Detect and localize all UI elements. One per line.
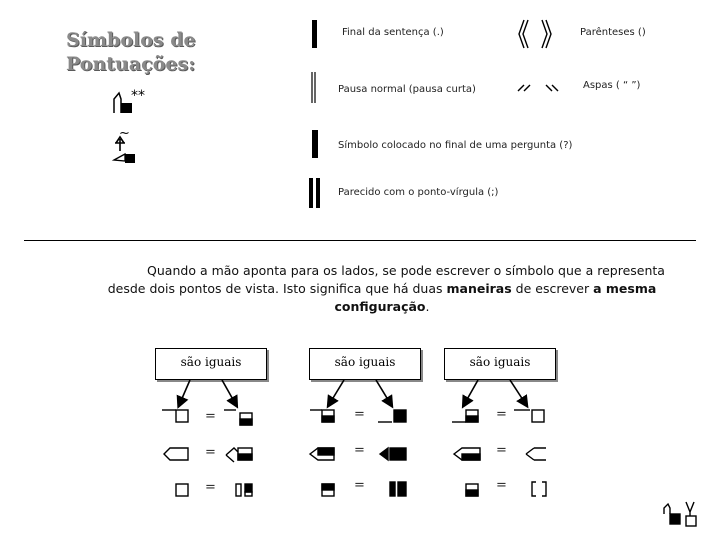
paragraph-bold-2: a mesma configuração (334, 281, 657, 314)
svg-text:~: ~ (119, 126, 130, 141)
equals-sign: = (496, 478, 507, 493)
hand-shape-icon (322, 484, 334, 496)
hand-shape-icon (176, 484, 188, 496)
legend-label-comma: Pausa normal (pausa curta) (338, 84, 476, 95)
group-box-3: são iguais (444, 348, 556, 380)
hand-shape-icon (454, 448, 480, 460)
legend-label-quotes: Aspas ( “ ”) (583, 80, 641, 91)
hand-shape-icon (378, 410, 406, 422)
equals-sign: = (205, 409, 216, 424)
paragraph-text-1: Quando a mão aponta para os lados, se pode escrever o símbolo que a representa desde dois pontos de vista. Isto significa que há duas (107, 263, 665, 296)
paragraph-text-2: de escrever (511, 281, 594, 296)
hand-shape-icon (390, 482, 406, 496)
group-box-2: são iguais (309, 348, 421, 380)
title-line-2: Pontuações: (66, 53, 196, 75)
hand-shape-icon (164, 448, 188, 460)
group-box-1: são iguais (155, 348, 267, 380)
hand-shape-icon (310, 410, 334, 422)
svg-text:**: ** (131, 88, 145, 104)
legend-label-semicolon: Parecido com o ponto-vírgula (;) (338, 187, 499, 198)
hand-shape-icon (532, 482, 546, 496)
paragraph-bold-1: maneiras (446, 281, 512, 296)
legend-label-period: Final da sentença (.) (342, 27, 444, 38)
hand-shape-icon (310, 448, 334, 460)
hand-shape-icon (526, 448, 546, 460)
hand-shape-icon (236, 484, 252, 496)
hand-shape-icon (452, 410, 478, 422)
hand-shape-icon (514, 410, 544, 422)
equals-sign: = (496, 407, 507, 422)
equals-sign: = (205, 480, 216, 495)
hand-shape-icon (162, 410, 188, 422)
hand-shape-icon (226, 448, 252, 462)
equals-sign: = (354, 443, 365, 458)
paragraph-text-3: . (425, 299, 430, 314)
equals-sign: = (354, 407, 365, 422)
hand-shape-icon (380, 448, 406, 460)
equals-sign: = (205, 445, 216, 460)
hand-shape-icon (224, 410, 252, 425)
title-line-1: Símbolos de (66, 29, 196, 51)
legend-label-parentheses: Parênteses () (580, 27, 646, 38)
corner-sign-icon (660, 500, 710, 530)
equals-sign: = (496, 443, 507, 458)
legend-label-question: Símbolo colocado no final de uma pergunta (?) (338, 140, 573, 151)
equals-sign: = (354, 478, 365, 493)
hand-shape-icon (466, 484, 478, 496)
